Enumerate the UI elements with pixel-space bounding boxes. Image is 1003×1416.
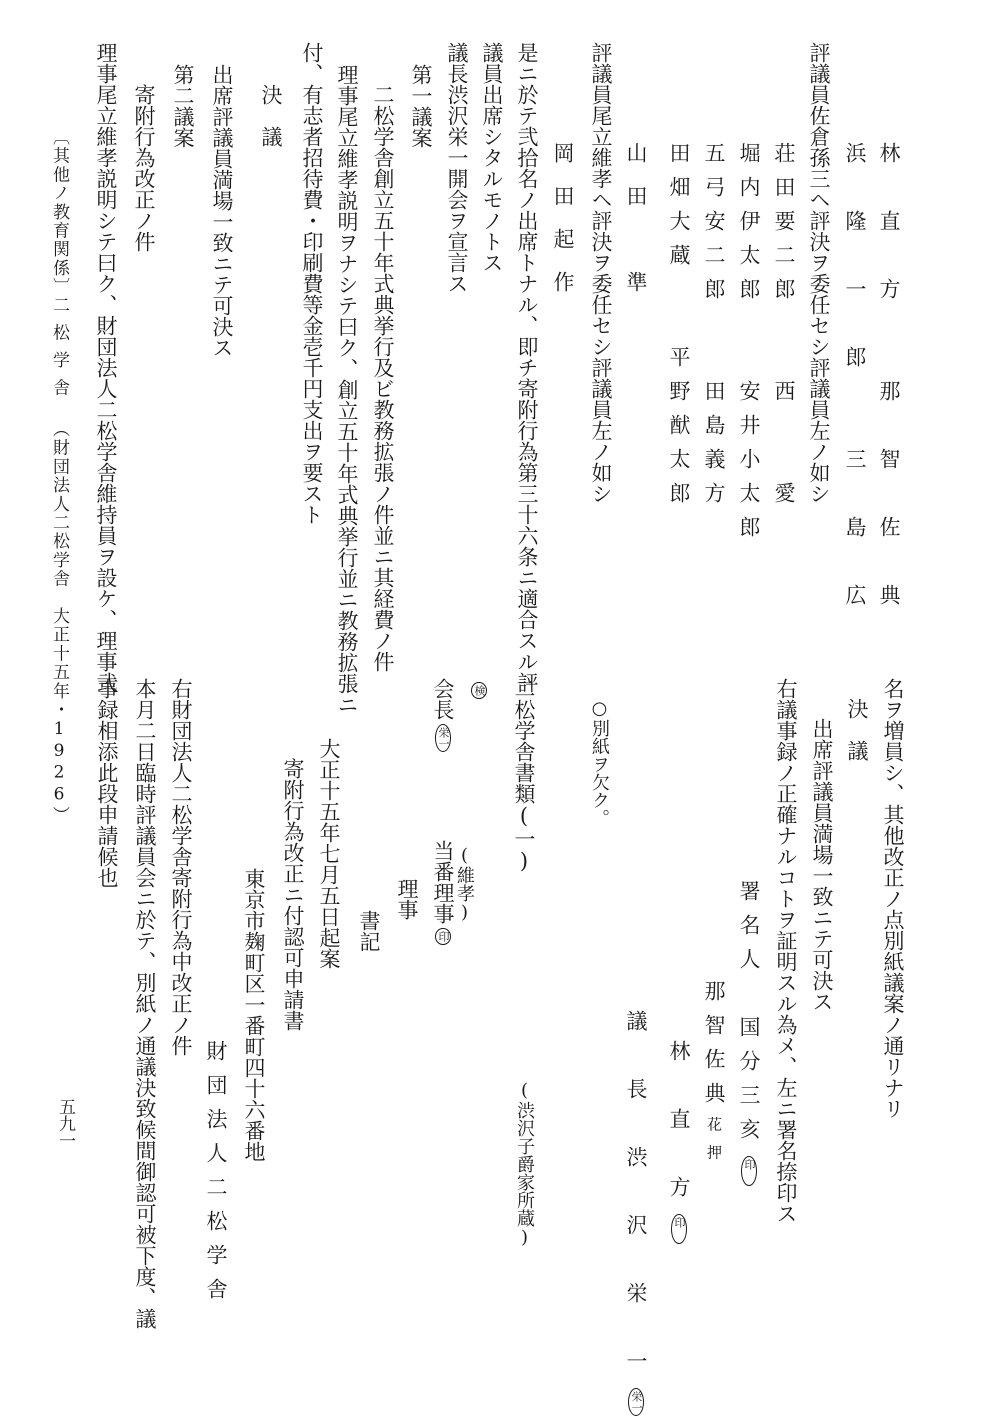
text-column: 田畑大蔵 平野猷太郎: [667, 142, 691, 517]
text-column: 寄附行為改正ノ件: [132, 84, 156, 252]
text-column: 評議員佐倉孫三ヘ評決ヲ委任セシ評議員左ノ如シ: [807, 42, 831, 504]
text-column: 付、有志者招待費・印刷費等金壱千円支出ヲ要スト: [300, 42, 324, 525]
signatory-name: 林 直 方: [667, 1040, 691, 1211]
text-column: 右議事録ノ正確ナルコトヲ証明スル為メ、左ニ署名捺印ス: [774, 678, 798, 1224]
text-column: 大正十五年七月五日起案: [317, 738, 341, 969]
role-label: 理事: [395, 878, 419, 920]
text-column: 出席評議員満場一致ニテ可決ス: [210, 64, 234, 358]
text-column: 荘田要二郎 西 愛: [772, 142, 796, 517]
text-column: 第二議案: [171, 64, 195, 148]
text-column: 出席評議員満場一致ニテ可決ス: [810, 718, 834, 1012]
signatory-line: [738, 880, 759, 1186]
seal-mark: 印: [741, 1156, 757, 1186]
text-column: 右財団法人二松学舎寄附行為中改正ノ件: [169, 678, 193, 1056]
text-column: 林 直 方 那 智 佐 典: [877, 142, 901, 619]
text-column: 決 議: [845, 698, 869, 761]
page-number: 五九一: [55, 1098, 75, 1149]
note: ○別紙ヲ欠ク。: [589, 698, 610, 827]
signatory-line: [625, 1010, 646, 1416]
seal-mark: 印: [671, 1214, 687, 1244]
seal-mark: 栄一: [435, 724, 451, 752]
text-column: 評議員尾立維孝ヘ評決ヲ委任セシ評議員左ノ如シ: [589, 42, 613, 504]
text-column: 決 議: [259, 84, 283, 147]
text-column: 名ヲ増員シ、其他改正ノ点別紙議案ノ通リナリ: [881, 678, 905, 1119]
chairman-name: 議 長 渋 沢 栄 一: [624, 1010, 648, 1385]
text-column: 浜 隆 一 郎 三 島 広: [843, 142, 867, 619]
signatory-name: 署名人 国分三亥: [737, 880, 761, 1153]
text-column: 理事尾立維孝説明シテ曰ク、財団法人二松学舎維持員ヲ設ケ、理事弐: [94, 42, 118, 693]
duty-director-line: [432, 840, 453, 945]
role-label: 会長: [431, 678, 455, 720]
signatory-name: 那智佐典: [702, 980, 726, 1117]
chairman-line: [432, 678, 453, 752]
document-title: [513, 678, 534, 873]
text-column: 堀内伊太郎 安井小太郎: [737, 142, 761, 551]
footer-category: 〔其他ノ教育関係〕: [49, 128, 69, 297]
address: 東京市麹町区一番町四十六番地: [242, 868, 266, 1162]
organization-name: 財団法人二松学舎: [204, 1040, 228, 1313]
duty-director-note: (維孝): [454, 845, 475, 923]
source-note: (渋沢子爵家所蔵): [514, 1080, 535, 1248]
text-column: 五弓安二郎 田島義方: [702, 142, 726, 517]
role-label: 書記: [357, 910, 381, 952]
title-text: 二松学舎書類: [512, 678, 536, 804]
text-column: 第一議案: [409, 64, 433, 148]
seal-mark: 印: [435, 928, 451, 945]
text-column: 岡田起作: [551, 142, 575, 315]
signatory-line: [703, 980, 724, 1172]
role-label: 当番理事: [431, 840, 455, 924]
kao-mark: 花押: [705, 1116, 723, 1173]
text-column: 事録相添此段申請候也: [95, 678, 119, 888]
title-number: (一): [512, 804, 536, 873]
signatory-line: [668, 1040, 689, 1244]
text-column: 理事尾立維孝説明ヲナシテ曰ク、創立五十年式典挙行並ニ教務拡張ニ: [335, 64, 359, 715]
text-column: 議長渋沢栄一開会ヲ宣言ス: [445, 42, 469, 294]
footer-org: 二松学舎: [49, 296, 69, 407]
text-column: 議員出席シタルモノトス: [480, 42, 504, 273]
text-column: 二松学舎創立五十年式典挙行及ビ教務拡張ノ件並ニ其経費ノ件: [371, 84, 395, 672]
seal-mark: 検: [471, 682, 487, 699]
text-column: 山田 準: [624, 142, 648, 315]
seal-mark: 栄一: [628, 1388, 644, 1416]
check-mark: [470, 678, 488, 699]
footer-detail: （財団法人二松学舎 大正十五年・1926）: [49, 420, 69, 825]
text-column: 寄附行為改正ニ付認可申請書: [281, 758, 305, 1031]
text-column: 本月二日臨時評議員会ニ於テ、別紙ノ通議決致候間御認可被下度、議: [133, 678, 157, 1329]
text-column: 是ニ於テ弐拾名ノ出席トナル、即チ寄附行為第三十六条ニ適合スル評: [515, 42, 539, 693]
